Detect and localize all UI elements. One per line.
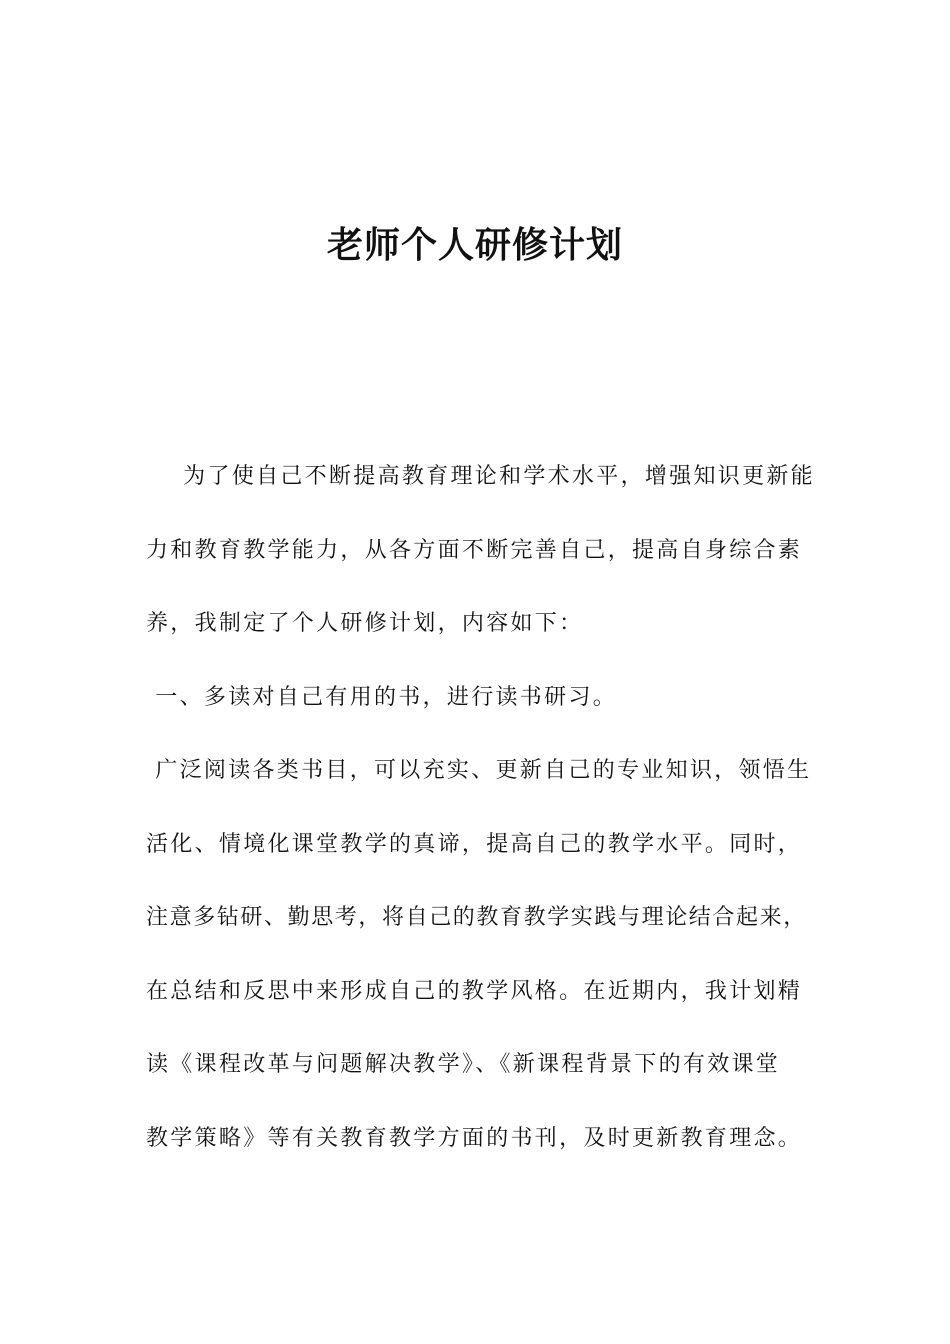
section-heading: 一、多读对自己有用的书，进行读书研习。 <box>146 684 617 710</box>
text-line: 教学策略》等有关教育教学方面的书刊，及时更新教育理念。 <box>146 1125 803 1151</box>
text-line: 在总结和反思中来形成自己的教学风格。在近期内，我计划精 <box>146 978 803 1004</box>
text-line: 注意多钻研、勤思考，将自己的教育教学实践与理论结合起来， <box>146 905 807 930</box>
text-line: 活化、情境化课堂教学的真谛，提高自己的教学水平。同时， <box>146 831 803 857</box>
text-line: 养，我制定了个人研修计划，内容如下： <box>146 611 584 636</box>
text-line: 为了使自己不断提高教育理论和学术水平，增强知识更新能 <box>146 464 815 489</box>
text-line: 读《课程改革与问题解决教学》、《新课程背景下的有效课堂 <box>146 1052 781 1077</box>
body-text <box>146 455 815 1190</box>
text-line: 广泛阅读各类书目，可以充实、更新自己的专业知识，领悟生 <box>146 758 812 783</box>
text-line: 力和教育教学能力，从各方面不断完善自己，提高自身综合素 <box>146 537 803 563</box>
page-title: 老师个人研修计划 <box>326 225 623 266</box>
